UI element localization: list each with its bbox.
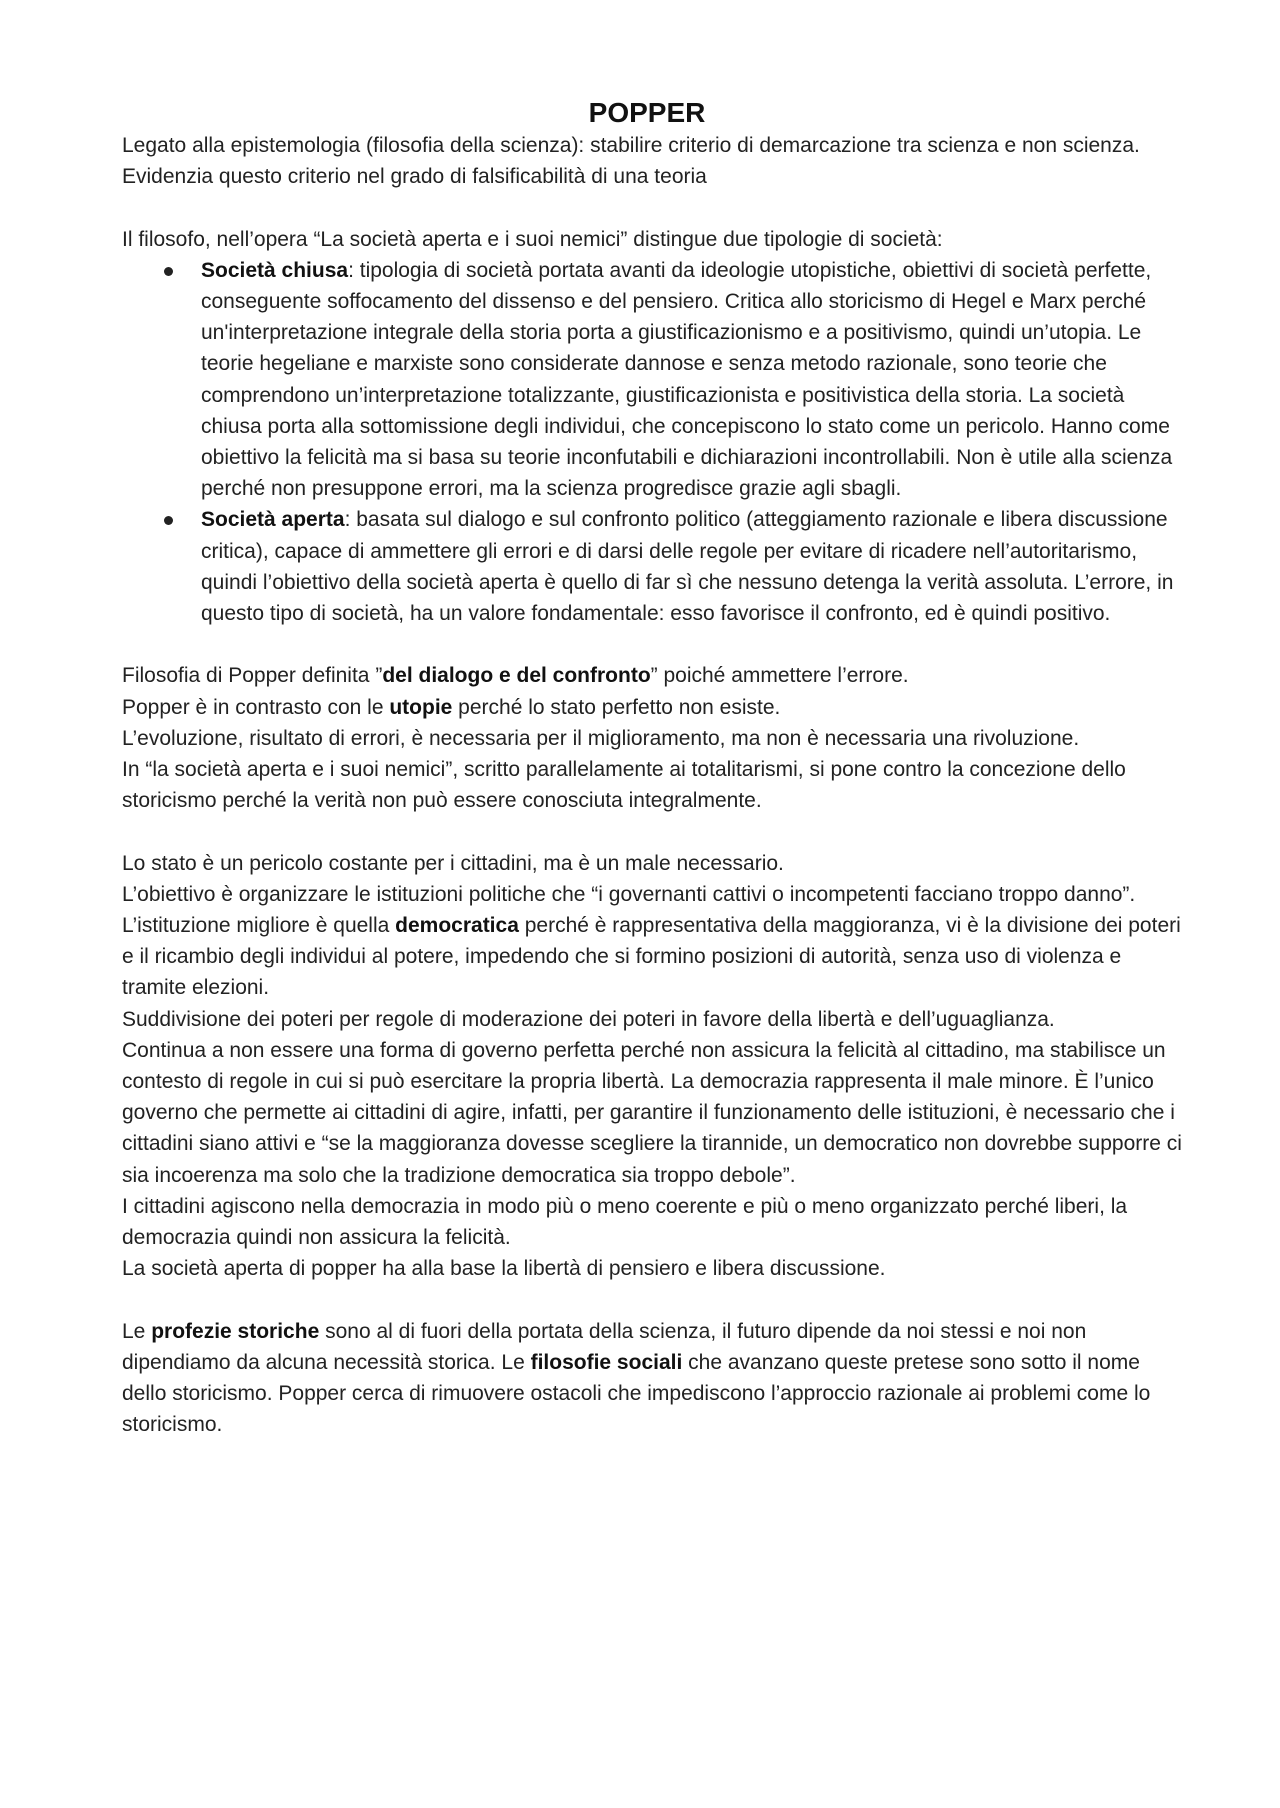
bold-profezie-term: profezie storiche <box>151 1319 320 1343</box>
bold-utopie-term: utopie <box>389 695 453 719</box>
democracy-paragraph <box>122 910 1182 1004</box>
powers-paragraph: Suddivisione dei poteri per regole di moderazione dei poteri in favore della libertà e dell’uguaglianza. <box>122 1007 1055 1031</box>
intro-paragraph-1: Legato alla epistemologia (filosofia della scienza): stabilire criterio di demarcazione tra scienza e non scienza. <box>122 134 1140 157</box>
text-run: perché è rappresentativa della maggioranza, vi è la divisione dei poteri e il ricambio degli individui al potere, impedendo che si formino posizioni di autorità, senza uso di violenza e tramite elezioni. <box>122 914 1181 1000</box>
closed-society-text: : tipologia di società portata avanti da ideologie utopistiche, obiettivi di società perfette, conseguente soffocamento del dissenso e del pensiero. Critica allo storicismo di Hegel e Marx perché un'interpretazione integrale della storia porta a giustificazionismo e a positivismo, quindi un’utopia. Le teorie hegeliane e marxiste sono considerate dannose e senza metodo razionale, sono teorie che comprendono un’interpretazione totalizzante, giustificazionista e positivistica della storia. La società chiusa porta alla sottomissione degli individui, che concepiscono lo stato come un pericolo. Hanno come obiettivo la felicità ma si basa su teorie inconfutabili e dichiarazioni incontrollabili. Non è utile alla scienza perché non presuppone errori, ma la scienza progredisce grazie agli sbagli. <box>201 258 1173 501</box>
closed-society-term: Società chiusa <box>201 258 349 282</box>
bullet-icon <box>164 516 173 525</box>
document-page <box>122 96 1182 1440</box>
evolution-paragraph: L’evoluzione, risultato di errori, è necessaria per il miglioramento, ma non è necessaria una rivoluzione. <box>122 726 1080 750</box>
page-title: POPPER <box>588 97 706 128</box>
list-item-open-society <box>122 504 1182 629</box>
citizens-paragraph: I cittadini agiscono nella democrazia in modo più o meno coerente e più o meno organizzato perché liberi, la democrazia quindi non assicura la felicità. <box>122 1194 1128 1250</box>
text-run: perché lo stato perfetto non esiste. <box>452 695 781 719</box>
open-society-freedom-paragraph: La società aperta di popper ha alla base la libertà di pensiero e libera discussione. <box>122 1257 886 1281</box>
text-run: Le <box>122 1319 152 1343</box>
text-run: L’istituzione migliore è quella <box>122 914 396 938</box>
paragraph-gap <box>122 1284 1182 1315</box>
opera-intro-paragraph: Il filosofo, nell’opera “La società aperta e i suoi nemici” distingue due tipologie di società: <box>122 227 943 251</box>
text-run: Popper è in contrasto con le <box>122 695 390 719</box>
state-danger-paragraph: Lo stato è un pericolo costante per i cittadini, ma è un male necessario. <box>122 851 784 875</box>
text-run: sono al di fuori della portata della scienza, il futuro dipende da noi stessi e noi non dipendiamo da alcuna necessità storica. Le <box>122 1319 1087 1374</box>
society-types-list <box>122 255 1182 629</box>
bold-democratica-term: democratica <box>395 914 519 938</box>
text-run: che avanzano queste pretese sono sotto il nome dello storicismo. Popper cerca di rimuovere ostacoli che impediscono l’approccio razionale ai problemi come lo storicismo. <box>122 1350 1151 1437</box>
philosophy-paragraph <box>122 660 1182 691</box>
utopia-paragraph <box>122 692 1182 723</box>
paragraph-gap <box>122 816 1182 847</box>
institutions-paragraph: L’obiettivo è organizzare le istituzioni politiche che “i governanti cattivi o incompetenti facciano troppo danno”. <box>122 882 1136 906</box>
bold-dialogue-term: del dialogo e del confronto <box>382 664 651 688</box>
paragraph-gap <box>122 192 1182 223</box>
list-item-closed-society <box>122 255 1182 505</box>
government-paragraph: Continua a non essere una forma di governo perfetta perché non assicura la felicità al cittadino, ma stabilisce un contesto di regole in cui si può esercitare la propria libertà. La democrazia rappresenta il male minore. È l’unico governo che permette ai cittadini di agire, infatti, per garantire il funzionamento delle istituzioni, è necessario che i cittadini siano attivi e “se la maggioranza dovesse scegliere la tirannide, un democratico non dovrebbe supporre ci sia incoerenza ma solo che la tradizione democratica sia troppo debole”. <box>122 1038 1182 1187</box>
bullet-icon <box>164 267 173 276</box>
intro-paragraph-2: Evidenzia questo criterio nel grado di falsificabilità di una teoria <box>122 165 707 189</box>
prophecies-paragraph <box>122 1316 1182 1441</box>
paragraph-gap <box>122 629 1182 660</box>
text-run: ” poiché ammettere l’errore. <box>650 664 909 688</box>
open-society-text: : basata sul dialogo e sul confronto politico (atteggiamento razionale e libera discussione critica), capace di ammettere gli errori e di darsi delle regole per evitare di ricadere nell’autoritarismo, quindi l’obiettivo della società aperta è quello di far sì che nessuno detenga la verità assoluta. L’errore, in questo tipo di società, ha un valore fondamentale: esso favorisce il confronto, ed è quindi positivo. <box>201 508 1174 626</box>
historicism-paragraph: In “la società aperta e i suoi nemici”, scritto parallelamente ai totalitarismi, si pone contro la concezione dello storicismo perché la verità non può essere conosciuta integralmente. <box>122 758 1126 813</box>
text-run: Filosofia di Popper definita ” <box>122 664 383 688</box>
open-society-term: Società aperta <box>201 508 345 532</box>
bold-filosofie-term: filosofie sociali <box>530 1350 683 1374</box>
